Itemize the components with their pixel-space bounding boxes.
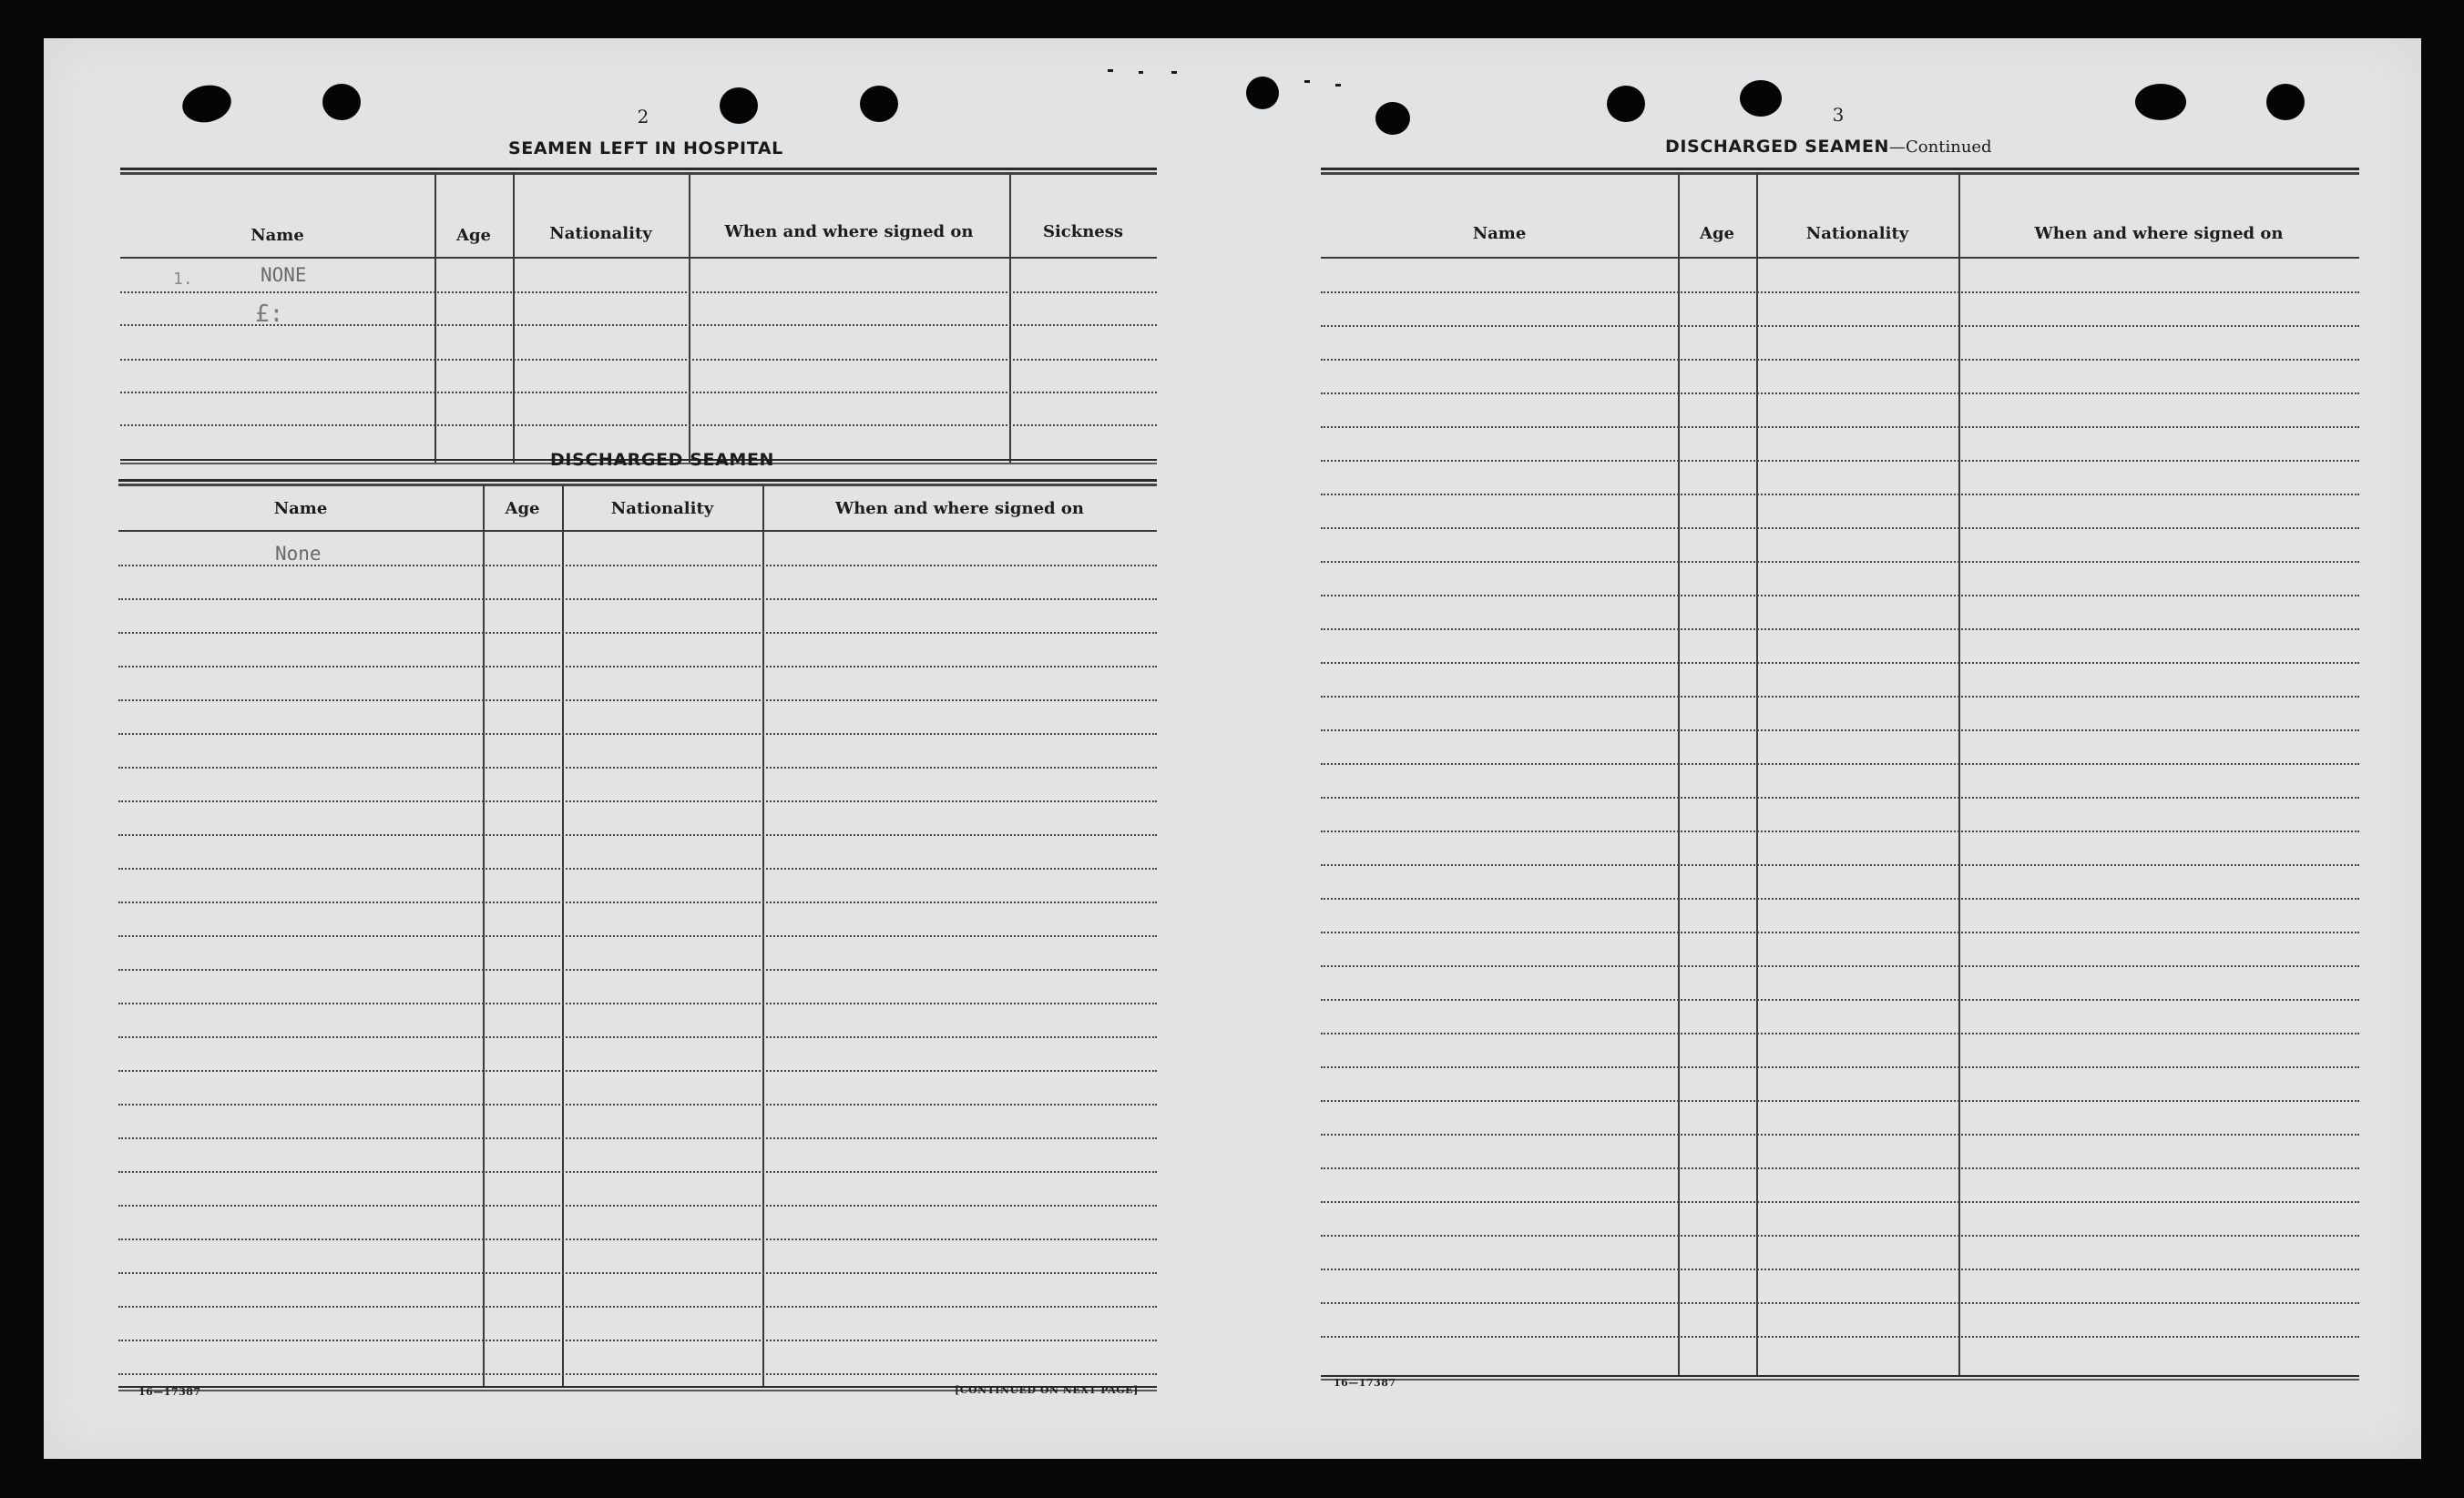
- table-row-line: [118, 565, 1157, 566]
- table-row-line: [1321, 359, 2359, 361]
- table-row-line: [118, 1205, 1157, 1207]
- ink-mark: [1108, 69, 1113, 72]
- table-bottom-rule: [1321, 1375, 2359, 1377]
- table-row-line: [1321, 898, 2359, 900]
- punch-hole: [2135, 84, 2186, 120]
- table-row-line: [1321, 1066, 2359, 1068]
- table-row-line: [118, 1003, 1157, 1004]
- table-row-line: [1321, 561, 2359, 563]
- discharged-continued-title: [1665, 137, 1992, 157]
- ink-mark: [1335, 84, 1341, 87]
- table-top-rule: [1321, 168, 2359, 172]
- title-main: DISCHARGED SEAMEN: [1665, 137, 1890, 157]
- column-header-signed-on: When and where signed on: [2034, 224, 2284, 243]
- table-top-rule: [120, 168, 1157, 172]
- punch-hole: [179, 81, 234, 127]
- table-row-line: [118, 733, 1157, 735]
- column-header-signed-on: When and where signed on: [724, 222, 974, 241]
- table-row-line: [1321, 460, 2359, 462]
- table-row-line: [118, 800, 1157, 802]
- table-row-line: [118, 1238, 1157, 1240]
- table-row-line: [1321, 797, 2359, 799]
- table-row-line: [118, 1137, 1157, 1139]
- table-row-line: [118, 1036, 1157, 1038]
- faint-mark: £:: [255, 301, 284, 328]
- table-row-line: [1321, 696, 2359, 698]
- table-row-line: [1321, 831, 2359, 832]
- table-row-line: [1321, 662, 2359, 664]
- table-row-line: [118, 598, 1157, 600]
- table-row-line: [1321, 763, 2359, 765]
- column-header-nationality: Nationality: [549, 224, 652, 243]
- table-row-line: [120, 392, 1157, 393]
- column-divider: [1678, 173, 1680, 1375]
- table-row-line: [118, 1272, 1157, 1274]
- table-row-line: [120, 291, 1157, 293]
- punch-hole: [1607, 86, 1645, 122]
- form-number-right: 16—17387: [1334, 1377, 1396, 1389]
- punch-hole: [1246, 76, 1279, 109]
- column-header-nationality: Nationality: [610, 499, 714, 518]
- table-row-line: [1321, 325, 2359, 327]
- ink-mark: [1304, 80, 1310, 83]
- table-row-line: [1321, 1134, 2359, 1136]
- continued-note: [CONTINUED ON NEXT PAGE]: [955, 1384, 1139, 1396]
- column-header-age: Age: [455, 226, 491, 245]
- column-header-name: Name: [273, 499, 328, 518]
- table-row-line: [118, 868, 1157, 870]
- hospital-section-title: SEAMEN LEFT IN HOSPITAL: [508, 138, 783, 158]
- punch-hole: [322, 84, 361, 120]
- punch-hole: [860, 86, 898, 122]
- table-row-line: [1321, 1269, 2359, 1270]
- column-header-name: Name: [250, 226, 304, 245]
- table-row-line: [118, 902, 1157, 903]
- page-number-left: 2: [637, 106, 649, 127]
- header-divider: [120, 257, 1157, 259]
- table-row-line: [118, 1373, 1157, 1375]
- table-row-line: [118, 834, 1157, 836]
- table-row-line: [118, 935, 1157, 937]
- table-row-line: [118, 1070, 1157, 1072]
- punch-hole: [1375, 102, 1410, 135]
- table-row-line: [118, 1171, 1157, 1173]
- punch-hole: [1740, 80, 1782, 117]
- hospital-entry: NONE: [261, 264, 307, 286]
- table-row-line: [118, 1306, 1157, 1308]
- header-divider: [118, 530, 1157, 532]
- title-suffix: —Continued: [1889, 138, 1992, 157]
- ink-mark: [1171, 71, 1177, 74]
- table-row-line: [1321, 1302, 2359, 1304]
- column-header-age: Age: [1699, 224, 1734, 243]
- column-header-sickness: Sickness: [1042, 222, 1124, 241]
- column-header-signed-on: When and where signed on: [835, 499, 1084, 518]
- table-row-line: [1321, 494, 2359, 495]
- column-divider: [689, 173, 690, 464]
- table-row-line: [118, 767, 1157, 769]
- table-row-line: [1321, 392, 2359, 394]
- table-row-line: [1321, 999, 2359, 1001]
- table-row-line: [1321, 932, 2359, 933]
- table-row-line: [1321, 1235, 2359, 1237]
- table-row-line: [1321, 1033, 2359, 1034]
- table-row-line: [1321, 729, 2359, 731]
- column-divider: [513, 173, 515, 464]
- table-row-line: [118, 666, 1157, 667]
- table-row-line: [1321, 426, 2359, 428]
- discharged-table-right: [1321, 168, 2359, 1410]
- table-row-line: [1321, 595, 2359, 596]
- table-row-line: [118, 632, 1157, 634]
- punch-hole: [720, 87, 758, 124]
- table-row-line: [118, 969, 1157, 971]
- column-divider: [1009, 173, 1011, 464]
- ink-mark: [1139, 71, 1143, 74]
- column-header-nationality: Nationality: [1805, 224, 1909, 243]
- hospital-table: [120, 168, 1157, 468]
- table-row-line: [1321, 1167, 2359, 1169]
- table-row-line: [120, 359, 1157, 361]
- faint-mark: 1.: [173, 270, 193, 289]
- table-row-line: [1321, 628, 2359, 630]
- column-divider: [1756, 173, 1758, 1375]
- column-divider: [1958, 173, 1960, 1375]
- table-row-line: [118, 1104, 1157, 1106]
- table-row-line: [1321, 1336, 2359, 1338]
- column-header-age: Age: [505, 499, 540, 518]
- table-row-line: [118, 1340, 1157, 1341]
- punch-hole: [2266, 84, 2305, 120]
- table-row-line: [1321, 527, 2359, 529]
- discharged-section-title: DISCHARGED SEAMEN: [550, 450, 775, 470]
- table-row-line: [118, 699, 1157, 701]
- table-row-line: [1321, 1100, 2359, 1102]
- column-divider: [435, 173, 436, 464]
- table-row-line: [1321, 1201, 2359, 1203]
- page-number-right: 3: [1832, 104, 1845, 126]
- table-row-line: [120, 424, 1157, 426]
- discharged-table-left: [118, 479, 1157, 1417]
- discharged-entry: None: [275, 543, 322, 565]
- column-header-name: Name: [1472, 224, 1527, 243]
- table-top-rule: [118, 479, 1157, 484]
- table-row-line: [1321, 291, 2359, 293]
- form-number-left: 16—17387: [138, 1386, 201, 1398]
- header-divider: [1321, 257, 2359, 259]
- table-row-line: [1321, 965, 2359, 967]
- document-sheet: [44, 38, 2421, 1459]
- table-row-line: [1321, 864, 2359, 866]
